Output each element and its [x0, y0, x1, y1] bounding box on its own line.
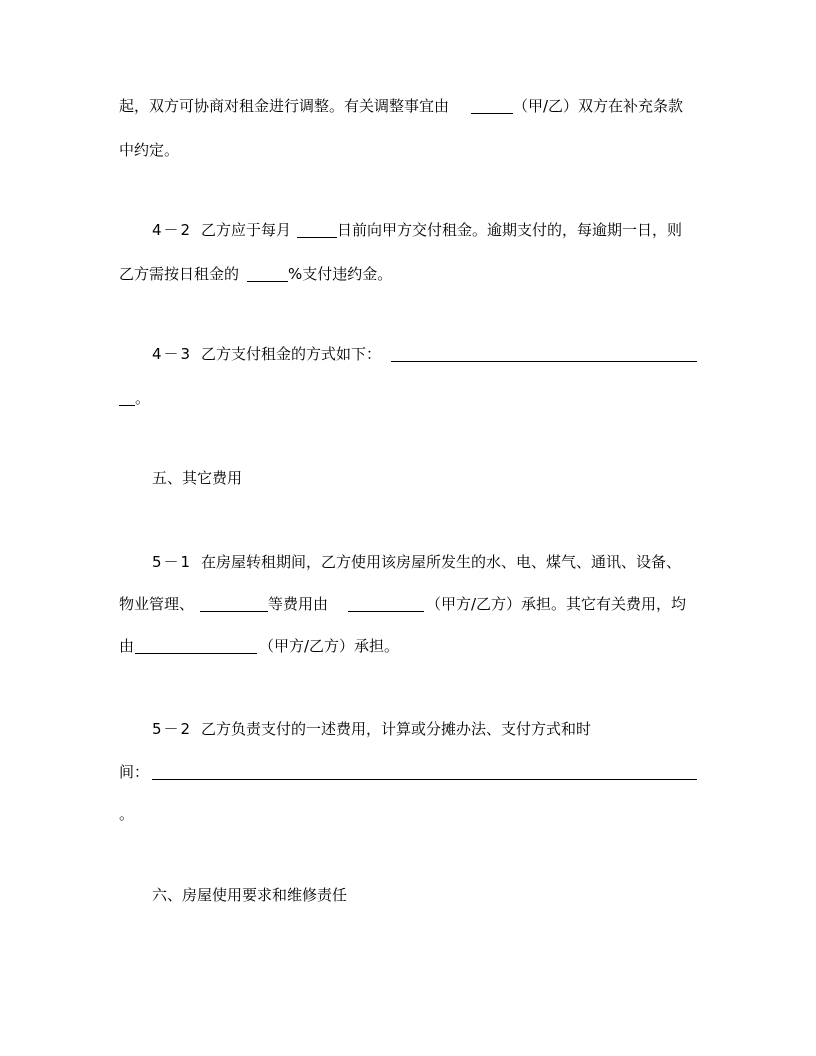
fill-blank-fees-party[interactable]: [348, 592, 424, 612]
clause-4-2-text-b: 日前向甲方交付租金。逾期支付的，每逾期一日，则: [337, 221, 683, 239]
clause-5-2-line-1: [0, 717, 816, 741]
clause-4-3-number: 4－3: [152, 345, 193, 363]
clause-5-1-text-b: 物业管理、: [119, 595, 195, 613]
clause-5-1-line-1: [0, 550, 816, 574]
fill-blank-party-supplement[interactable]: [471, 94, 513, 114]
section-6-title: 六、房屋使用要求和维修责任: [152, 886, 348, 904]
clause-5-1-text-e: 由: [119, 637, 135, 655]
fill-blank-other-fees[interactable]: [200, 592, 268, 612]
clause-5-2-line-3: [0, 802, 816, 826]
clause-4-3-line-1: [0, 342, 816, 366]
clause-4-1-text-b: （甲/乙）双方在补充条款: [513, 97, 684, 115]
clause-4-2-line-1: [0, 218, 816, 242]
clause-4-2-text-c: 乙方需按日租金的: [119, 265, 240, 283]
clause-4-3-line-2: [0, 386, 816, 410]
clause-5-1-text-f: （甲方/乙方）承担。: [259, 637, 400, 655]
clause-4-1-text-a: 起，双方可协商对租金进行调整。有关调整事宜由: [119, 97, 450, 115]
fill-blank-payment-method[interactable]: [391, 342, 697, 362]
clause-5-1-text-a: 在房屋转租期间，乙方使用该房屋所发生的水、电、煤气、通讯、设备、: [201, 553, 682, 571]
clause-4-2-number: 4－2: [152, 221, 193, 239]
clause-5-2-line-2: [0, 760, 816, 784]
clause-5-2-text-b: 间：: [119, 763, 150, 781]
section-5-title: 五、其它费用: [152, 469, 243, 487]
clause-4-2-line-2: [0, 262, 816, 286]
clause-5-1-line-2: [0, 592, 816, 616]
clause-5-1-text-c: 等费用由: [268, 595, 329, 613]
fill-blank-pay-day[interactable]: [297, 218, 337, 238]
clause-5-2-end: 。: [119, 805, 135, 823]
section-6-heading: [0, 883, 816, 907]
clause-5-1-line-3: [0, 634, 816, 658]
clause-4-1-line-2: [0, 138, 816, 162]
clause-5-1-text-d: （甲方/乙方）承担。其它有关费用，均: [426, 595, 687, 613]
clause-4-2-text-d: %支付违约金。: [288, 265, 393, 283]
fill-blank-penalty-percent[interactable]: [247, 262, 288, 282]
fill-blank-fee-calculation[interactable]: [152, 760, 697, 780]
clause-5-1-number: 5－1: [152, 553, 193, 571]
fill-blank-payment-method-cont[interactable]: [119, 386, 135, 406]
clause-4-2-text-a: 乙方应于每月: [201, 221, 292, 239]
clause-4-1-text-c: 中约定。: [119, 141, 180, 159]
clause-4-3-text: 乙方支付租金的方式如下：: [201, 345, 382, 363]
section-5-heading: [0, 466, 816, 490]
clause-5-2-number: 5－2: [152, 720, 193, 738]
clause-5-2-text-a: 乙方负责支付的一述费用，计算或分摊办法、支付方式和时: [201, 720, 592, 738]
clause-4-3-end: 。: [135, 389, 151, 407]
fill-blank-other-fees-party[interactable]: [135, 634, 257, 654]
clause-4-1-line-1: [0, 94, 816, 118]
